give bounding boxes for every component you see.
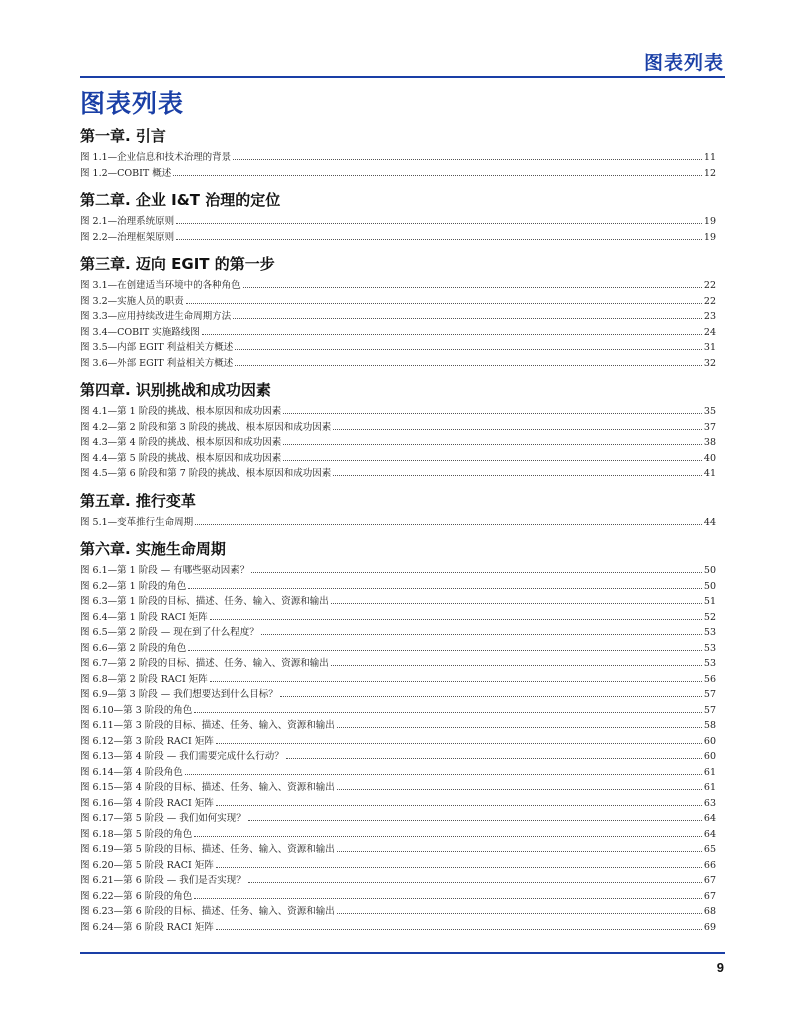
figure-entry[interactable] bbox=[80, 278, 716, 294]
figure-entry[interactable] bbox=[80, 780, 716, 796]
figure-entry[interactable] bbox=[80, 309, 716, 325]
figure-entry-label: 图 2.2—治理框架原则 bbox=[80, 231, 175, 243]
figure-entry[interactable] bbox=[80, 703, 716, 719]
figure-entry-page: 60 bbox=[703, 735, 716, 747]
figure-entry-label: 图 3.1—在创建适当环境中的各种角色 bbox=[80, 280, 241, 291]
dot-leader bbox=[283, 443, 702, 445]
figure-entry[interactable] bbox=[80, 230, 716, 246]
chapter-heading: 第二章. 企业 I&T 治理的定位 bbox=[80, 191, 281, 209]
figure-entry-page: 69 bbox=[703, 921, 716, 933]
figure-entry[interactable] bbox=[80, 749, 716, 765]
figure-entry-label: 图 3.3—应用持续改进生命周期方法 bbox=[80, 311, 232, 322]
figure-entry-page: 57 bbox=[703, 689, 716, 700]
figure-entry[interactable] bbox=[80, 734, 716, 750]
figure-entry-page: 41 bbox=[703, 468, 716, 479]
chapter-section bbox=[80, 189, 716, 253]
figure-entry-label: 图 6.6—第 2 阶段的角色 bbox=[80, 642, 187, 654]
figure-entry-page: 53 bbox=[703, 627, 716, 638]
chapter-spacer bbox=[80, 181, 716, 189]
chapter-heading: 第五章. 推行变革 bbox=[80, 491, 196, 510]
figure-entry-page: 22 bbox=[703, 280, 716, 291]
dot-leader bbox=[331, 664, 702, 666]
figure-entry-label: 图 6.15—第 4 阶段的目标、描述、任务、输入、资源和输出 bbox=[80, 782, 335, 793]
figure-entry-page: 56 bbox=[703, 673, 716, 685]
dot-leader bbox=[202, 333, 702, 335]
figure-entry-page: 64 bbox=[703, 813, 716, 824]
figure-entry-page: 40 bbox=[703, 452, 716, 464]
figure-entry-page: 57 bbox=[703, 704, 716, 716]
figure-entry-label: 图 6.19—第 5 阶段的目标、描述、任务、输入、资源和输出 bbox=[80, 844, 335, 855]
figure-entry-label: 图 6.10—第 3 阶段的角色 bbox=[80, 704, 193, 716]
figure-entry[interactable] bbox=[80, 889, 716, 905]
figure-entry-page: 53 bbox=[703, 658, 716, 669]
dot-leader bbox=[248, 819, 702, 821]
dot-leader bbox=[283, 459, 702, 461]
figure-entry-page: 35 bbox=[703, 406, 716, 417]
dot-leader bbox=[251, 571, 702, 573]
figure-entry[interactable] bbox=[80, 765, 716, 781]
figure-entry[interactable] bbox=[80, 356, 716, 372]
dot-leader bbox=[188, 649, 702, 651]
figure-entry[interactable] bbox=[80, 563, 716, 579]
running-header-title: 图表列表 bbox=[643, 52, 724, 74]
dot-leader bbox=[195, 523, 702, 525]
chapter-spacer bbox=[80, 530, 716, 538]
figure-entry[interactable] bbox=[80, 325, 716, 341]
figure-entry-label: 图 6.16—第 4 阶段 RACI 矩阵 bbox=[80, 797, 214, 809]
dot-leader bbox=[243, 286, 702, 288]
figure-entry[interactable] bbox=[80, 214, 716, 230]
figure-entry-label: 图 6.3—第 1 阶段的目标、描述、任务、输入、资源和输出 bbox=[80, 596, 329, 607]
figure-entry[interactable] bbox=[80, 594, 716, 610]
figure-entry-label: 图 4.1—第 1 阶段的挑战、根本原因和成功因素 bbox=[80, 406, 282, 417]
figure-entry-label: 图 6.1—第 1 阶段 — 有哪些驱动因素？ bbox=[80, 565, 250, 576]
figure-entry-label: 图 1.1—企业信息和技术治理的背景 bbox=[80, 152, 232, 163]
figure-entry-page: 22 bbox=[703, 295, 716, 307]
dot-leader bbox=[210, 618, 702, 620]
figure-entry-page: 66 bbox=[703, 859, 716, 871]
figure-entry-label: 图 6.12—第 3 阶段 RACI 矩阵 bbox=[80, 735, 214, 747]
figure-entry-page: 19 bbox=[703, 231, 716, 243]
chapter-spacer bbox=[80, 482, 716, 490]
figure-entry-label: 图 4.5—第 6 阶段和第 7 阶段的挑战、根本原因和成功因素 bbox=[80, 468, 332, 479]
chapter-section bbox=[80, 253, 716, 379]
figure-entry-label: 图 6.11—第 3 阶段的目标、描述、任务、输入、资源和输出 bbox=[80, 720, 335, 731]
figure-entry-page: 38 bbox=[703, 437, 716, 448]
figure-entry-label: 图 6.9—第 3 阶段 — 我们想要达到什么目标？ bbox=[80, 689, 278, 700]
figure-entry-label: 图 3.5—内部 EGIT 利益相关方概述 bbox=[80, 342, 234, 353]
chapter-section bbox=[80, 490, 716, 539]
figure-entry-label: 图 6.2—第 1 阶段的角色 bbox=[80, 580, 187, 592]
figure-entry-label: 图 3.6—外部 EGIT 利益相关方概述 bbox=[80, 357, 234, 369]
figure-entry-label: 图 6.5—第 2 阶段 — 现在到了什么程度？ bbox=[80, 627, 259, 638]
dot-leader bbox=[337, 726, 702, 728]
figure-entry-label: 图 6.4—第 1 阶段 RACI 矩阵 bbox=[80, 611, 208, 623]
figure-entry[interactable] bbox=[80, 625, 716, 641]
dot-leader bbox=[333, 474, 702, 476]
chapter-spacer bbox=[80, 371, 716, 379]
figure-entry[interactable] bbox=[80, 641, 716, 657]
figure-entry[interactable] bbox=[80, 842, 716, 858]
chapter-heading: 第三章. 迈向 EGIT 的第一步 bbox=[80, 255, 275, 273]
dot-leader bbox=[210, 680, 702, 682]
figure-entry-label: 图 6.14—第 4 阶段角色 bbox=[80, 766, 183, 778]
figure-entry[interactable] bbox=[80, 404, 716, 420]
figure-entry[interactable] bbox=[80, 656, 716, 672]
dot-leader bbox=[261, 633, 702, 635]
figure-entry-label: 图 2.1—治理系统原则 bbox=[80, 216, 175, 227]
dot-leader bbox=[248, 881, 702, 883]
figure-entry[interactable] bbox=[80, 435, 716, 451]
figure-entry-label: 图 6.7—第 2 阶段的目标、描述、任务、输入、资源和输出 bbox=[80, 658, 329, 669]
figure-entry-page: 50 bbox=[703, 580, 716, 592]
figure-entry-label: 图 6.22—第 6 阶段的角色 bbox=[80, 890, 193, 902]
list-of-figures bbox=[80, 125, 716, 935]
figure-entry-label: 图 3.4—COBIT 实施路线图 bbox=[80, 326, 200, 338]
figure-entry[interactable] bbox=[80, 294, 716, 310]
figure-entry-label: 图 6.17—第 5 阶段 — 我们如何实现？ bbox=[80, 813, 246, 824]
figure-entry-label: 图 6.13—第 4 阶段 — 我们需要完成什么行动？ bbox=[80, 751, 284, 762]
figure-entry-page: 31 bbox=[703, 342, 716, 353]
figure-entry-page: 51 bbox=[703, 596, 716, 607]
figure-entry-label: 图 4.4—第 5 阶段的挑战、根本原因和成功因素 bbox=[80, 452, 282, 464]
figure-entry[interactable] bbox=[80, 610, 716, 626]
figure-entry[interactable] bbox=[80, 451, 716, 467]
figure-entry-label: 图 6.8—第 2 阶段 RACI 矩阵 bbox=[80, 673, 208, 685]
figure-entry-label: 图 6.23—第 6 阶段的目标、描述、任务、输入、资源和输出 bbox=[80, 906, 335, 917]
figure-entry-label: 图 4.3—第 4 阶段的挑战、根本原因和成功因素 bbox=[80, 437, 282, 448]
page-number: 9 bbox=[716, 960, 724, 975]
dot-leader bbox=[337, 850, 702, 852]
figure-entry[interactable] bbox=[80, 420, 716, 436]
figure-entry[interactable] bbox=[80, 687, 716, 703]
dot-leader bbox=[333, 428, 702, 430]
figure-entry-page: 32 bbox=[703, 357, 716, 369]
chapter-heading: 第六章. 实施生命周期 bbox=[80, 540, 226, 558]
figure-entry-label: 图 3.2—实施人员的职责 bbox=[80, 295, 184, 307]
dot-leader bbox=[194, 711, 702, 713]
dot-leader bbox=[194, 897, 702, 899]
chapter-section bbox=[80, 125, 716, 189]
header-rule bbox=[80, 76, 725, 78]
dot-leader bbox=[186, 302, 702, 304]
dot-leader bbox=[185, 773, 702, 775]
dot-leader bbox=[280, 695, 702, 697]
dot-leader bbox=[188, 587, 702, 589]
figure-entry-page: 12 bbox=[703, 167, 716, 179]
figure-entry-page: 63 bbox=[703, 797, 716, 809]
figure-entry-label: 图 1.2—COBIT 概述 bbox=[80, 167, 172, 179]
figure-entry[interactable] bbox=[80, 718, 716, 734]
figure-entry-page: 24 bbox=[703, 326, 716, 338]
dot-leader bbox=[233, 158, 702, 160]
figure-entry[interactable] bbox=[80, 827, 716, 843]
dot-leader bbox=[216, 928, 702, 930]
figure-entry[interactable] bbox=[80, 796, 716, 812]
figure-entry-page: 65 bbox=[703, 844, 716, 855]
dot-leader bbox=[283, 412, 702, 414]
figure-entry-page: 52 bbox=[703, 611, 716, 623]
figure-entry[interactable] bbox=[80, 579, 716, 595]
footer-rule bbox=[80, 952, 725, 954]
figure-entry[interactable] bbox=[80, 466, 716, 482]
figure-entry[interactable] bbox=[80, 515, 716, 531]
dot-leader bbox=[286, 757, 702, 759]
figure-entry-page: 23 bbox=[703, 311, 716, 322]
figure-entry[interactable] bbox=[80, 858, 716, 874]
figure-entry-page: 67 bbox=[703, 890, 716, 902]
dot-leader bbox=[176, 222, 702, 224]
figure-entry-page: 67 bbox=[703, 875, 716, 886]
dot-leader bbox=[337, 912, 702, 914]
chapter-heading: 第一章. 引言 bbox=[80, 127, 166, 145]
dot-leader bbox=[216, 866, 702, 868]
dot-leader bbox=[194, 835, 702, 837]
figure-entry[interactable] bbox=[80, 166, 716, 182]
figure-entry-page: 61 bbox=[703, 766, 716, 778]
chapter-section bbox=[80, 538, 716, 935]
figure-entry-page: 50 bbox=[703, 565, 716, 576]
chapter-heading: 第四章. 识别挑战和成功因素 bbox=[80, 381, 271, 399]
dot-leader bbox=[337, 788, 702, 790]
figure-entry-label: 图 5.1—变革推行生命周期 bbox=[80, 516, 194, 528]
dot-leader bbox=[176, 238, 702, 240]
figure-entry-page: 68 bbox=[703, 906, 716, 917]
figure-entry-label: 图 6.18—第 5 阶段的角色 bbox=[80, 828, 193, 840]
figure-entry-page: 64 bbox=[703, 828, 716, 840]
dot-leader bbox=[235, 364, 702, 366]
figure-entry-page: 37 bbox=[703, 421, 716, 433]
chapter-spacer bbox=[80, 245, 716, 253]
dot-leader bbox=[331, 602, 702, 604]
dot-leader bbox=[173, 174, 702, 176]
figure-entry[interactable] bbox=[80, 811, 716, 827]
figure-entry-page: 11 bbox=[703, 152, 716, 163]
figure-entry-page: 53 bbox=[703, 642, 716, 654]
figure-entry-label: 图 4.2—第 2 阶段和第 3 阶段的挑战、根本原因和成功因素 bbox=[80, 421, 332, 433]
figure-entry[interactable] bbox=[80, 150, 716, 166]
figure-entry[interactable] bbox=[80, 672, 716, 688]
page-title: 图表列表 bbox=[80, 89, 185, 118]
dot-leader bbox=[235, 348, 702, 350]
chapter-section bbox=[80, 379, 716, 490]
figure-entry-label: 图 6.20—第 5 阶段 RACI 矩阵 bbox=[80, 859, 214, 871]
figure-entry-page: 44 bbox=[703, 516, 716, 528]
figure-entry-label: 图 6.21—第 6 阶段 — 我们是否实现？ bbox=[80, 875, 246, 886]
figure-entry[interactable] bbox=[80, 873, 716, 889]
figure-entry[interactable] bbox=[80, 904, 716, 920]
figure-entry-page: 61 bbox=[703, 782, 716, 793]
figure-entry-page: 58 bbox=[703, 720, 716, 731]
dot-leader bbox=[233, 317, 702, 319]
dot-leader bbox=[216, 804, 702, 806]
figure-entry-label: 图 6.24—第 6 阶段 RACI 矩阵 bbox=[80, 921, 214, 933]
figure-entry-page: 19 bbox=[703, 216, 716, 227]
figure-entry[interactable] bbox=[80, 920, 716, 936]
dot-leader bbox=[216, 742, 702, 744]
figure-entry-page: 60 bbox=[703, 751, 716, 762]
figure-entry[interactable] bbox=[80, 340, 716, 356]
